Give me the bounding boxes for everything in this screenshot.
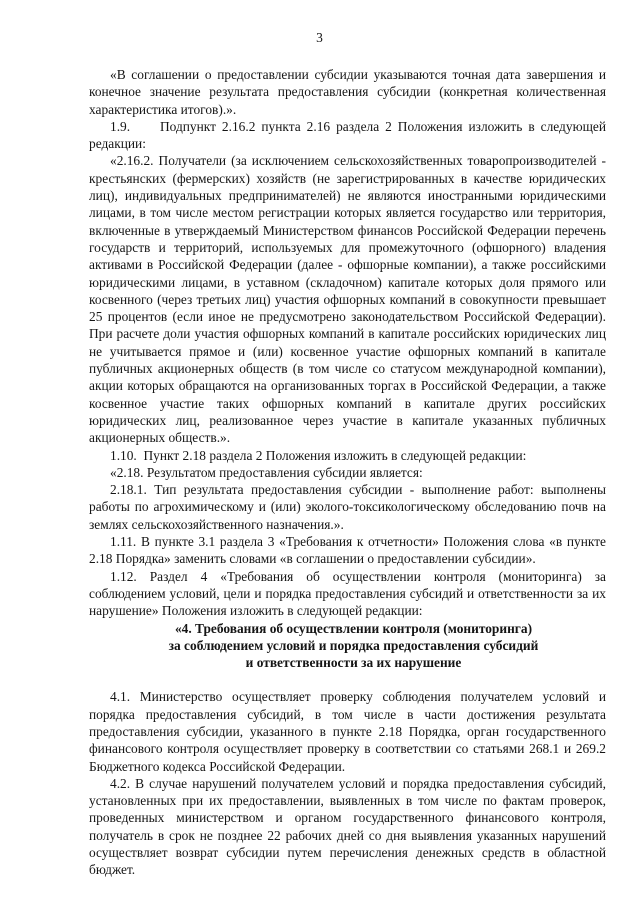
section-4-heading-line-2: за соблюдением условий и порядка предоставления субсидий — [168, 637, 539, 653]
paragraph-4-1: 4.1. Министерство осуществляет проверку соблюдения получателем условий и порядка предоставления субсидий, в том числе в части достижения результата предоставления субсидии, указанного в пункте 2.18 Порядка, орган государственного финансового контроля осуществляет проверку в соответствии со статьями 268.1 и 269.2 Бюджетного кодекса Российской Федерации. — [89, 689, 606, 774]
paragraph-4-2: 4.2. В случае нарушений получателем условий и порядка предоставления субсидий, установленных при их предоставлении, выявленных в том числе по фактам проверок, проведенных министерством и органом государственного финансового контроля, получатель в срок не позднее 22 рабочих дней со дня выявления указанных нарушений осуществляет возврат субсидии путем перечисления денежных средств в областной бюджет. — [89, 775, 606, 878]
paragraph-item-1-9: 1.9. Подпункт 2.16.2 пункта 2.16 раздела 2 Положения изложить в следующей редакции: — [89, 118, 606, 152]
paragraph-item-1-10: 1.10. Пункт 2.18 раздела 2 Положения изложить в следующей редакции: — [110, 447, 527, 463]
document-body — [89, 66, 606, 879]
paragraph-item-1-11: 1.11. В пункте 3.1 раздела 3 «Требования к отчетности» Положения слова «в пункте 2.18 Порядка» заменить словами «в соглашении о предоставлении субсидии». — [89, 534, 606, 567]
paragraph-item-1-12: 1.12. Раздел 4 «Требования об осуществлении контроля (мониторинга) за соблюдением условий, цели и порядка предоставления субсидий и ответственности за их нарушение» Положения изложить в следующей редакции: — [89, 568, 606, 619]
paragraph-subitem-2-16-2: «2.16.2. Получатели (за исключением сельскохозяйственных товаропроизводителей - крестьянских (фермерских) хозяйств (не зарегистрированных в качестве юридических лиц), индивидуальных предпринимателей) не являются иностранными юридическими лицами, в том числе местом регистрации которых является государство или территория, включенные в утверждаемый Министерством финансов Российской Федерации перечень государств и территорий, используемых для промежуточного (офшорного) владения активами в Российской Федерации (далее - офшорные компании), а также российскими юридическими лицами, в уставном (складочном) капитале которых доля прямого или косвенного (через третьих лиц) участия офшорных компаний в совокупности превышает 25 процентов (если иное не предусмотрено законодательством Российской Федерации). При расчете доли участия офшорных компаний в капитале российских юридических лиц не учитывается прямое и (или) косвенное участие офшорных компаний в капитале публичных акционерных обществ (в том числе со статусом международной компании), акции которых обращаются на организованных торгах в Российской Федерации, а также косвенное участие таких офшорных компаний в капитале других российских юридических лиц, реализованное через участие в капитале указанных публичных акционерных обществ.». — [89, 153, 606, 446]
section-4-heading — [89, 620, 606, 672]
page-number: 3 — [316, 30, 323, 45]
paragraph-subitem-2-18: «2.18. Результатом предоставления субсидии является: — [110, 464, 423, 480]
section-4-heading-line-1: «4. Требования об осуществлении контроля (мониторинга) — [174, 620, 533, 636]
paragraph-subitem-2-18-1: 2.18.1. Тип результата предоставления субсидии - выполнение работ: выполнены работы по агрохимическому и (или) эколого-токсикологическому обследованию почв на землях сельскохозяйственного назначения.». — [89, 482, 606, 532]
section-4-heading-line-3: и ответственности за их нарушение — [245, 655, 462, 671]
paragraph-subsidy-agreement: «В соглашении о предоставлении субсидии указываются точная дата завершения и конечное значение результата предоставления субсидии (конкретная количественная характеристика итогов).». — [89, 67, 606, 117]
